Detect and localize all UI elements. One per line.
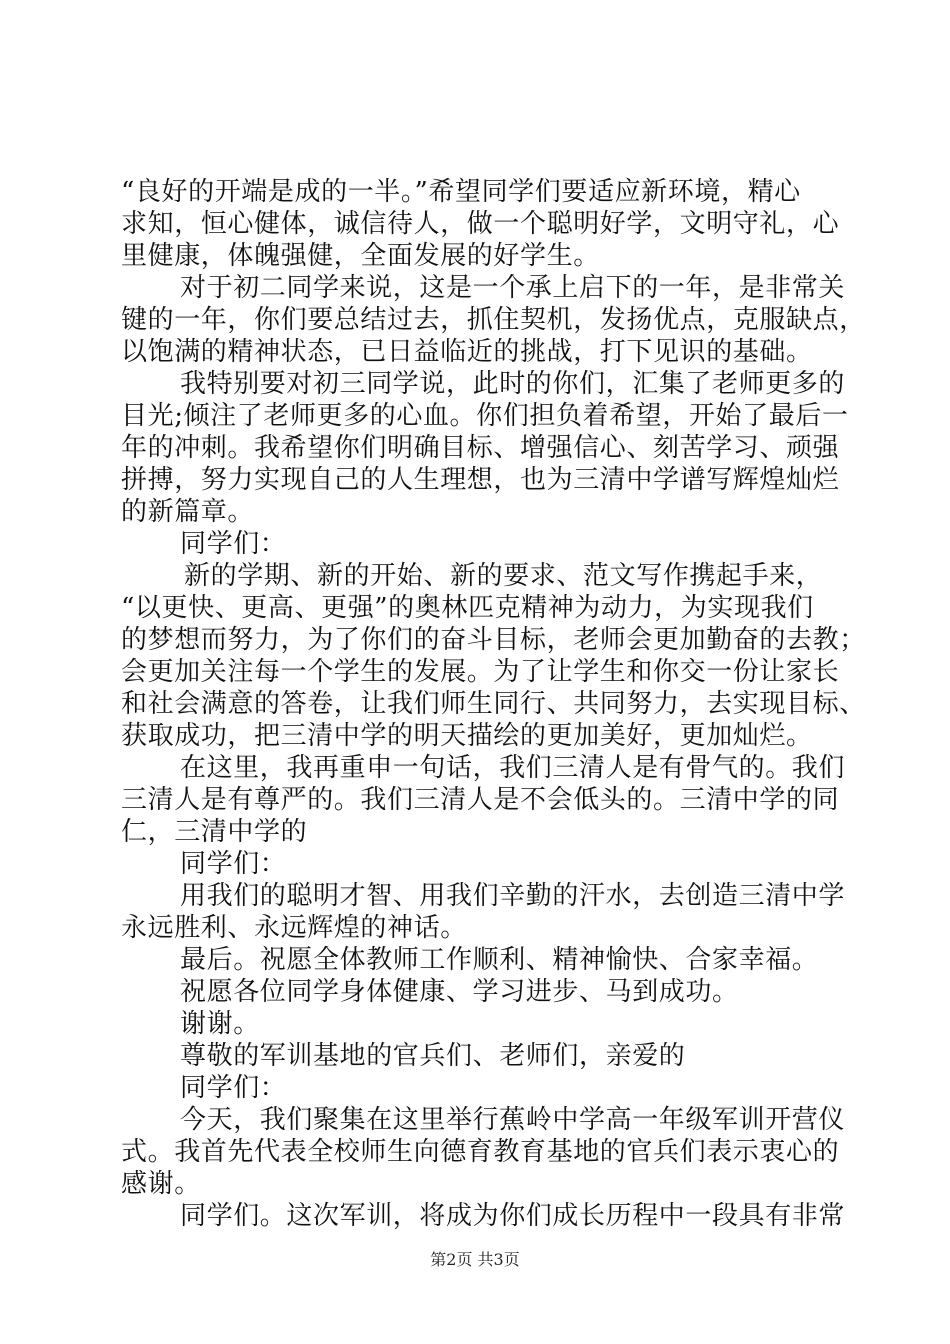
text-line: 和社会满意的答卷，让我们师生同行、共同努力，去实现目标、 (121, 689, 866, 719)
page-footer (0, 1250, 950, 1270)
text-line: 我特别要对初三同学说，此时的你们，汇集了老师更多的 (180, 369, 846, 399)
text-line: 最后。祝愿全体教师工作顺利、精神愉快、合家幸福。 (180, 945, 819, 975)
page-number: 第2页 共3页 (430, 1250, 520, 1269)
text-line: 里健康，体魄强健，全面发展的好学生。 (121, 241, 600, 271)
text-line: 用我们的聪明才智、用我们辛勤的汗水，去创造三清中学 (180, 881, 846, 911)
text-line: “良好的开端是成的一半。”希望同学们要适应新环境，精心 (121, 177, 801, 207)
text-line: 的新篇章。 (121, 497, 255, 527)
text-line: 三清人是有尊严的。我们三清人是不会低头的。三清中学的同 (121, 785, 840, 815)
text-line: 式。我首先代表全校师生向德育教育基地的官兵们表示衷心的 (121, 1137, 840, 1167)
text-line: 年的冲刺。我希望你们明确目标、增强信心、刻苦学习、顽强 (121, 433, 840, 463)
text-line: 目光;倾注了老师更多的心血。你们担负着希望，开始了最后一 (121, 401, 849, 431)
text-line: 祝愿各位同学身体健康、学习进步、马到成功。 (180, 977, 739, 1007)
text-line: 同学们： (180, 849, 287, 879)
text-line: 同学们： (180, 529, 287, 559)
text-line: 仁，三清中学的 (121, 817, 308, 847)
text-line: 在这里，我再重申一句话，我们三清人是有骨气的。我们 (180, 753, 846, 783)
text-line: 对于初二同学来说，这是一个承上启下的一年，是非常关 (180, 273, 846, 303)
text-line: 拼搏，努力实现自己的人生理想，也为三清中学谱写辉煌灿烂 (121, 465, 840, 495)
text-line: “以更快、更高、更强”的奥林匹克精神为动力，为实现我们 (121, 593, 814, 623)
text-line: 的梦想而努力，为了你们的奋斗目标，老师会更加勤奋的去教； (121, 625, 866, 655)
text-line: 今天，我们聚集在这里举行蕉岭中学高一年级军训开营仪 (180, 1105, 846, 1135)
text-line: 同学们： (180, 1073, 287, 1103)
text-line: 求知，恒心健体，诚信待人，做一个聪明好学，文明守礼，心 (121, 209, 840, 239)
text-line: 键的一年，你们要总结过去，抓住契机，发扬优点，克服缺点， (121, 305, 866, 335)
text-line: 会更加关注每一个学生的发展。为了让学生和你交一份让家长 (121, 657, 840, 687)
text-line: 永远胜利、永远辉煌的神话。 (121, 913, 467, 943)
text-line: 尊敬的军训基地的官兵们、老师们，亲爱的 (180, 1041, 686, 1071)
text-line: 以饱满的精神状态，已日益临近的挑战，打下见识的基础。 (121, 337, 813, 367)
text-line: 同学们。这次军训，将成为你们成长历程中一段具有非常 (180, 1201, 846, 1231)
text-line: 新的学期、新的开始、新的要求、范文写作携起手来， (184, 561, 823, 591)
text-line: 感谢。 (121, 1169, 201, 1199)
text-line: 谢谢。 (180, 1009, 260, 1039)
text-line: 获取成功，把三清中学的明天描绘的更加美好，更加灿烂。 (121, 721, 813, 751)
